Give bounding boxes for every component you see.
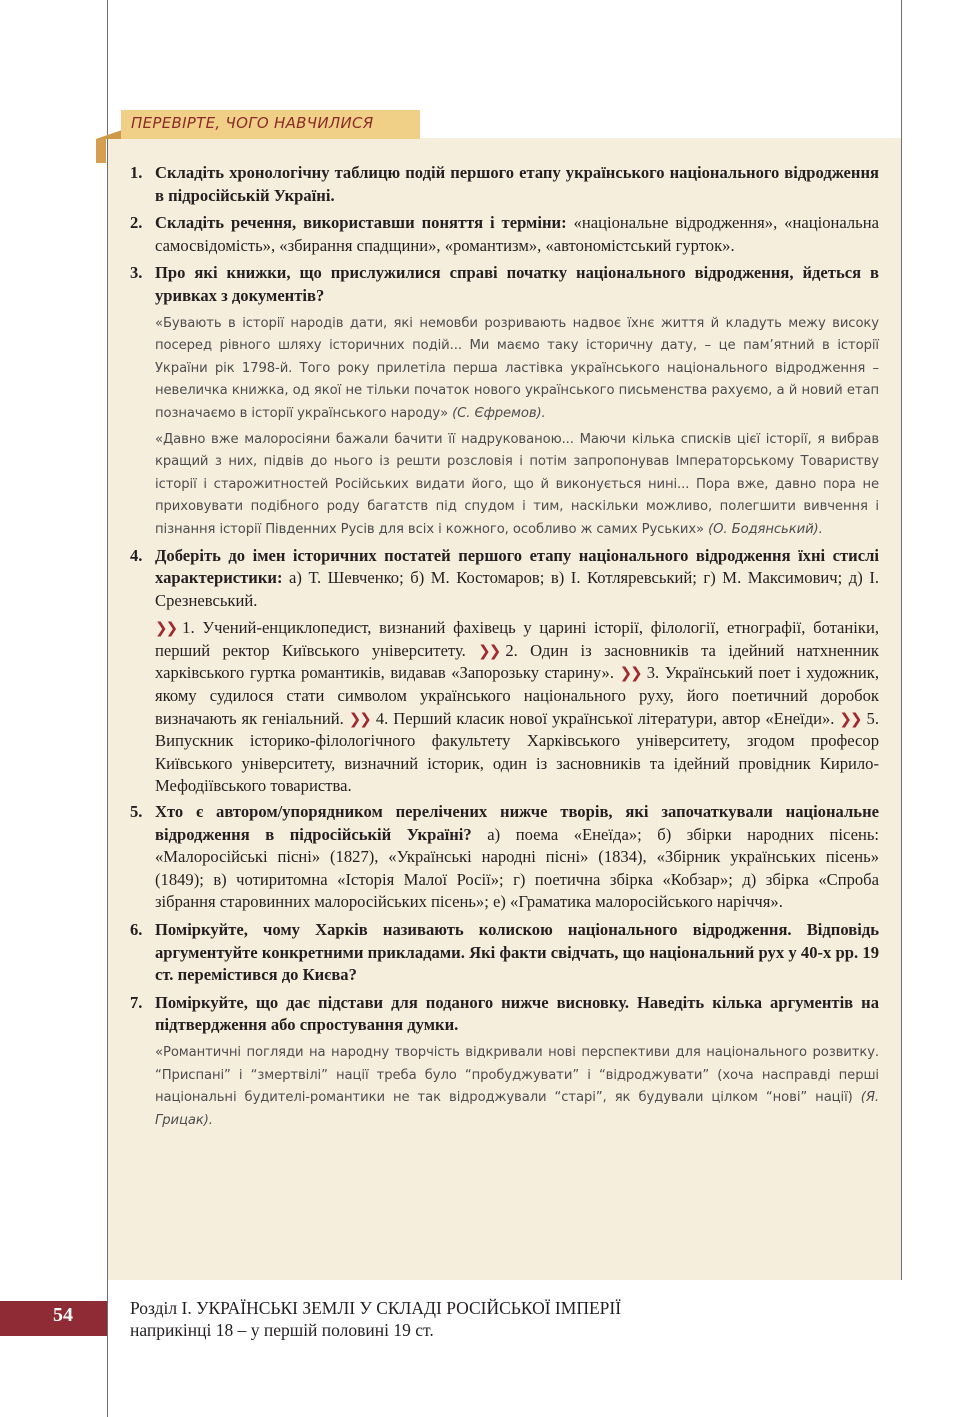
characteristic-item: 4. Перший класик нової української літератури, автор «Енеїди». bbox=[375, 708, 835, 728]
characteristic-item: 2. Один із засновників та ідейний натхненник харківського гуртка романтиків, видавав «Запорозьку старину». bbox=[155, 640, 879, 683]
task-works: а) поема «Енеїда»; б) збірки народних пісень: «Малоросійські пісні» (1827), «Українські народні пісні» (1834), «Збірник українських пісень» (1849); в) чотиритомна «Історія Малої Росії»; г) поетична збірка «Кобзар»; д) збірка «Спроба зібрання старовинних малоросійських пісень»; е) «Граматика малоросійського наріччя». bbox=[155, 824, 880, 912]
excerpt-author: (С. Єфремов). bbox=[448, 405, 546, 421]
task-number: 6. bbox=[130, 920, 143, 939]
task-terms: «національне відродження», «національна самосвідомість», «збирання спадщини», «романтизм», «автономістський гурток». bbox=[155, 213, 879, 255]
double-chevron-icon: ❯❯ bbox=[619, 664, 641, 683]
page-number: 54 bbox=[53, 1304, 73, 1326]
excerpt-author: (О. Бодянський). bbox=[704, 521, 823, 537]
document-excerpt bbox=[155, 313, 879, 426]
characteristics-list bbox=[155, 617, 879, 798]
excerpt-author: (Я. Грицак). bbox=[155, 1090, 879, 1128]
excerpt-text: «Бувають в історії народів дати, які немовби розривають надвоє їхнє життя й кладуть межу високу посеред рівного шляху історичних подій... Ми маємо таку історичну дату, – це пам’ятний в історії України рік 1798-й. Того року прилетіла перша ластівка українського національного відродження – невеличка книжка, од якої не тільки початок нового українського письменства рахуємо, а й новий етап позначаємо в історії українського народу» bbox=[155, 315, 879, 421]
excerpt-text: «Романтичні погляди на народну творчість відкривали нові перспективи для національного розвитку. “Приспані” і “змертвілі” нації треба було “пробуджувати” і “відроджувати” (хоча насправді перші національні будителі-романтики не так відроджували “старі”, як будували цілком “нові” нації) bbox=[155, 1044, 879, 1106]
task-question: Хто є автором/упорядником перелічених нижче творів, які започаткували національне відродження в підросійській Україні? bbox=[155, 802, 879, 844]
task-question: Складіть хронологічну таблицю подій першого етапу українського національного відродження в підросійській Україні. bbox=[155, 163, 879, 205]
task-item bbox=[130, 162, 879, 207]
task-question: Поміркуйте, чому Харків називають колискою національного відродження. Відповідь аргументуйте конкретними прикладами. Які факти свідчать, що національний рух у 40-х рр. 19 ст. перемістився до Києва? bbox=[155, 920, 879, 985]
task-names: а) Т. Шевченко; б) М. Костомаров; в) І. Котляревський; г) М. Максимович; д) І. Срезневський. bbox=[155, 568, 879, 610]
task-number: 5. bbox=[130, 802, 143, 822]
double-chevron-icon: ❯❯ bbox=[839, 709, 861, 728]
excerpt-text: «Давно вже малоросіяни бажали бачити її надрукованою... Маючи кілька списків цієї історії, я вибрав кращий з них, підвів до нього із решти розсловія і потім запропонував Імператорському Товариству історії і старожитностей Російських видати його, що й виконується нині... Пора вже, давно пора не приховувати подібного роду багатств під спудом і тим, наскільки можливо, полегшити вивчення і пізнання історії Південних Русів для всіх і кожного, особливо ж самих Руських» bbox=[155, 431, 879, 537]
characteristic-item: 3. Український поет і художник, якому судилося стати символом українського національного руху, його поетичний доробок визначають як геніальний. bbox=[155, 663, 879, 728]
right-margin-rule bbox=[901, 0, 902, 1280]
task-item bbox=[130, 545, 879, 613]
banner-flap bbox=[96, 139, 106, 163]
characteristic-item: 5. Випускник історико-філологічного факультету Харківського університету, згодом професор Київського університету, визначний історик, один із засновників та ідейний провідник Кирило-Мефодіївського товариства. bbox=[155, 708, 879, 796]
task-question: Складіть речення, використавши поняття і терміни: bbox=[155, 213, 567, 233]
task-item bbox=[130, 919, 879, 987]
task-question: Про які книжки, що прислужилися справі початку національного відродження, йдеться в уривках з документів? bbox=[155, 263, 879, 305]
task-question: Доберіть до імен історичних постатей першого етапу національного відродження їхні стислі характеристики: bbox=[155, 545, 879, 588]
task-number: 4. bbox=[130, 545, 143, 565]
running-footer bbox=[130, 1297, 621, 1341]
task-list bbox=[130, 162, 879, 1132]
task-number: 1. bbox=[130, 163, 143, 182]
banner-title: ПЕРЕВІРТЕ, ЧОГО НАВЧИЛИСЯ bbox=[131, 114, 374, 132]
document-excerpt bbox=[155, 1042, 879, 1132]
double-chevron-icon: ❯❯ bbox=[348, 709, 370, 728]
double-chevron-icon: ❯❯ bbox=[478, 641, 500, 660]
task-number: 2. bbox=[130, 213, 143, 233]
footer-section-period: наприкінці 18 – у першій половині 19 ст. bbox=[130, 1320, 434, 1340]
characteristic-item: 1. Учений-енциклопедист, визнаний фахівець у царині історії, філології, етнографії, ботаніки, перший ректор Київського університету. bbox=[155, 618, 879, 660]
task-item bbox=[130, 262, 879, 307]
task-item bbox=[130, 801, 879, 914]
document-excerpt bbox=[155, 429, 879, 542]
footer-section-title: Розділ І. УКРАЇНСЬКІ ЗЕМЛІ У СКЛАДІ РОСІЙСЬКОЇ ІМПЕРІЇ bbox=[130, 1298, 622, 1318]
task-item bbox=[130, 992, 879, 1037]
double-chevron-icon: ❯❯ bbox=[155, 619, 177, 638]
task-item bbox=[130, 212, 879, 257]
task-question: Поміркуйте, що дає підстави для поданого нижче висновку. Наведіть кілька аргументів на підтвердження або спростування думки. bbox=[155, 992, 879, 1035]
task-number: 3. bbox=[130, 263, 143, 283]
task-number: 7. bbox=[130, 992, 143, 1012]
banner-fold bbox=[96, 130, 122, 139]
